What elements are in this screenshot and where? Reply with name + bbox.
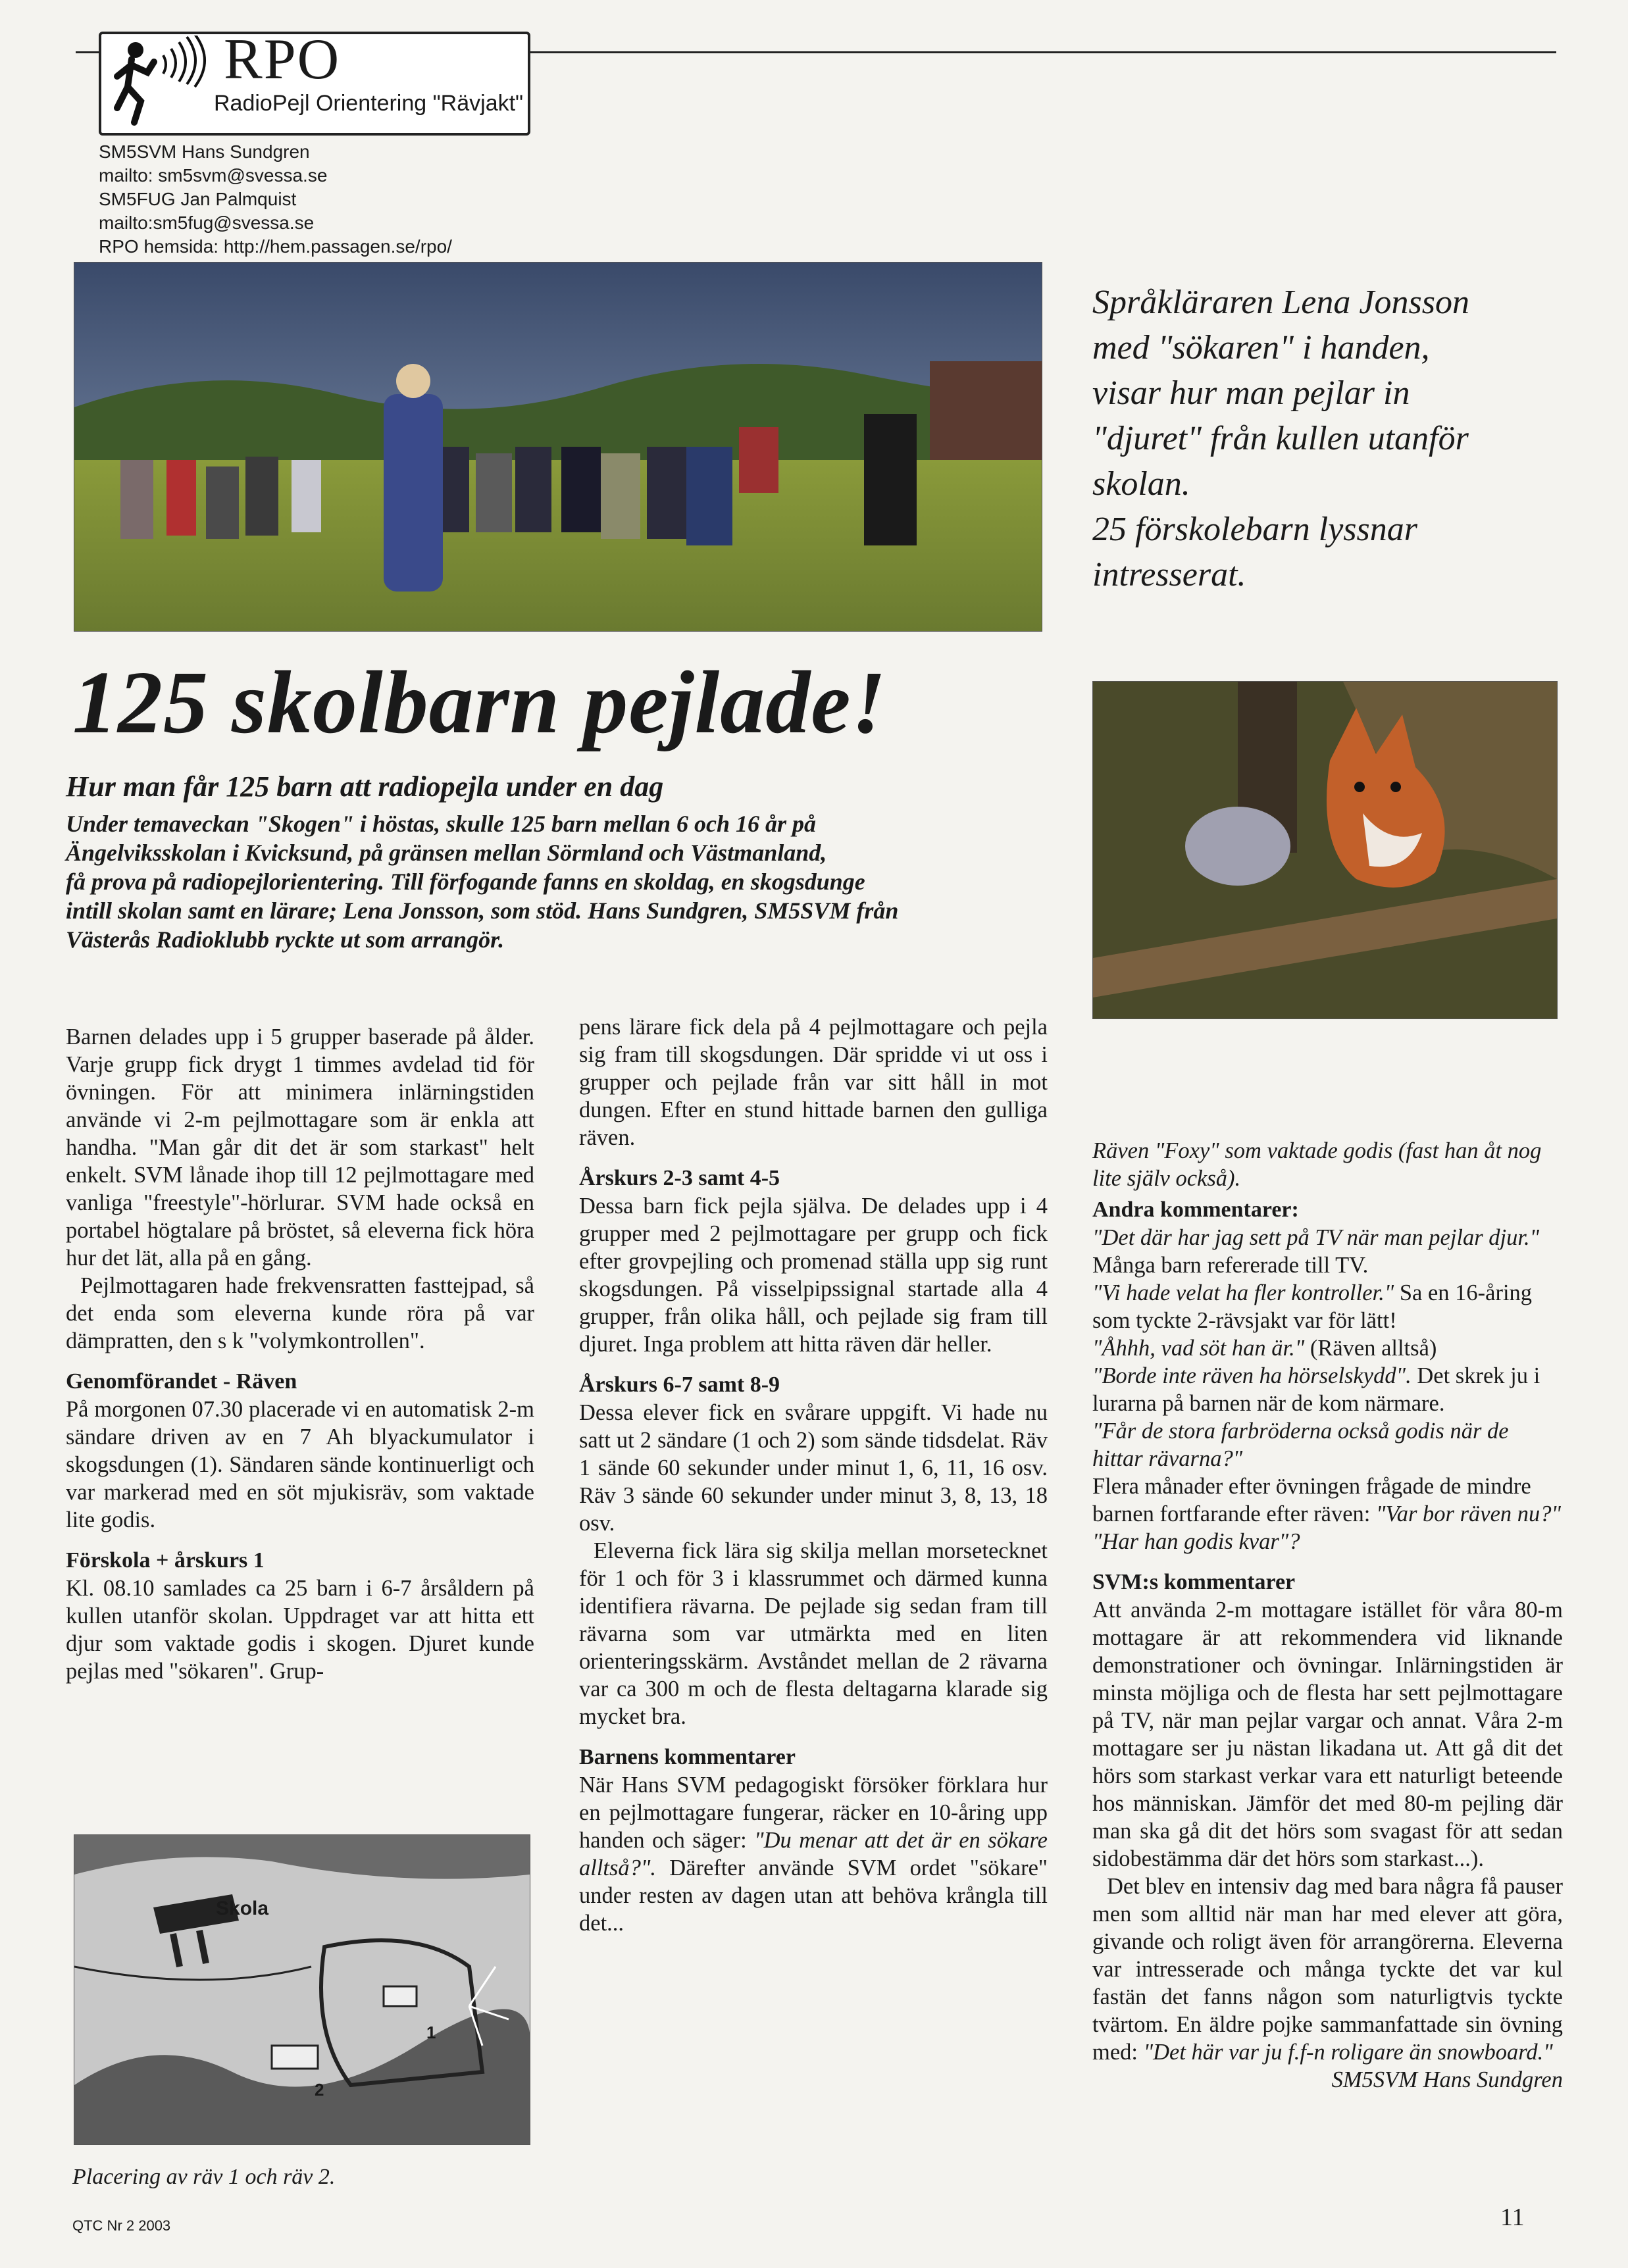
column-3: [1092, 1137, 1563, 2094]
quote: "Det här var ju f.f-n roligare än snowboard.": [1143, 2040, 1553, 2065]
text-run: Det skrek ju i lurarna på barnen när de kom närmare.: [1092, 1363, 1540, 1416]
logo-subtitle: RadioPejl Orientering "Rävjakt": [214, 91, 524, 116]
text-run: Det blev en intensiv dag med bara några få pauser men som alltid när man har med elever att göra, givande och roligt även för arrangörerna. Eleverna var intresserade och många tyckte det var kul fastän det fanns någon som naturligtvis tyckte tvärtom. En äldre pojke sammanfattade sin övning med:: [1092, 1874, 1563, 2065]
section-heading: Årskurs 6-7 samt 8-9: [579, 1373, 780, 1397]
section-heading: Andra kommentarer:: [1092, 1197, 1299, 1222]
paragraph: Barnen delades upp i 5 grupper baserade på ålder. Varje grupp fick drygt 1 timmes avdelad tid för övningen. För att minimera inlärningstiden använde vi 2-m pejlmottagare som är enkla att handha. "Man går dit det är som starkast" helt enkelt. SVM lånade ihop till 12 pejlmottagare med vanliga "freestyle"-hörlurar. SVM hade också en portabel högtalare på bröstet, så eleverna fick höra hur det lät, alla på en gång.: [66, 1024, 534, 1271]
paragraph: Att använda 2-m mottagare istället för våra 80-m mottagare är att rekommendera vid liknande demonstrationer och övningar. Inlärningstiden är minsta möjliga och de flesta har sett pejlmottagare på TV, när man pejlar vargar och annat. Våra 2-m mottagare ser ju nästan likadana ut. Att gå dit det hörs som starkast verkar vara ett naturligt beteende hos människan. Jämför det med 80-m pejling där man ska gå dit det hörs som svagast för att sedan sidobestämma där det hörs som starkast...).: [1092, 1598, 1563, 1871]
quote: "Det där har jag sett på TV när man pejlar djur.": [1092, 1225, 1540, 1250]
text-run: Flera månader efter övningen frågade de mindre barnen fortfarande efter räven:: [1092, 1474, 1531, 1526]
paragraph: pens lärare fick dela på 4 pejlmottagare och pejla sig fram till skogsdungen. Där spridde vi ut oss i grupper och pejlade från var sitt håll in mot dungen. Efter en stund hittade barnen den gulliga räven.: [579, 1015, 1048, 1150]
section-heading: Genomförandet - Räven: [66, 1369, 297, 1394]
caption-line: visar hur man pejlar in: [1092, 374, 1410, 412]
location-map: [74, 1834, 530, 2145]
section-heading: Förskola + årskurs 1: [66, 1548, 265, 1573]
signature: SM5SVM Hans Sundgren: [1331, 2067, 1563, 2092]
section-heading: Barnens kommentarer: [579, 1745, 796, 1769]
photo-caption: [1092, 280, 1566, 597]
quote: "Får de stora farbröderna också godis när de hittar rävarna?": [1092, 1419, 1509, 1471]
contact-block: [99, 140, 559, 259]
paragraph: Pejlmottagaren hade frekvensratten fasttejpad, så det enda som eleverna kunde röra på var dämpratten, den s k "volymkontrollen".: [66, 1273, 534, 1353]
map-marker-2: 2: [315, 2080, 324, 2100]
fox-photo: [1092, 681, 1558, 1019]
quote: "Du menar att det är en sökare alltså?".: [579, 1828, 1048, 1880]
page-number: 11: [1500, 2204, 1525, 2231]
text-run: Många barn refererade till TV.: [1092, 1253, 1369, 1278]
contact-line: SM5SVM Hans Sundgren: [99, 141, 310, 162]
article-subheadline: Hur man får 125 barn att radiopejla under en dag: [66, 770, 664, 803]
caption-line: skolan.: [1092, 465, 1190, 503]
map-label-school: Skola: [216, 1898, 269, 1919]
paragraph: Kl. 08.10 samlades ca 25 barn i 6-7 årsåldern på kullen utanför skolan. Uppdraget var att hitta ett djur som vaktade godis i skogen. Djuret kunde pejlas med "sökaren". Grup-: [66, 1576, 534, 1684]
quote: "Var bor räven nu?" "Har han godis kvar"?: [1092, 1501, 1561, 1554]
contact-line: SM5FUG Jan Palmquist: [99, 189, 297, 209]
fox-photo-caption: Räven "Foxy" som vaktade godis (fast han åt nog lite själv också).: [1092, 1138, 1542, 1191]
article-intro: [66, 809, 1040, 954]
paragraph: [1092, 1873, 1563, 2066]
intro-line: Ängelviksskolan i Kvicksund, på gränsen mellan Sörmland och Västmanland,: [66, 840, 827, 866]
intro-line: Västerås Radioklubb ryckte ut som arrangör.: [66, 926, 505, 953]
quote: "Borde inte räven ha hörselskydd".: [1092, 1363, 1412, 1388]
caption-line: 25 förskolebarn lyssnar: [1092, 511, 1417, 548]
text-run: (Räven alltså): [1304, 1336, 1437, 1361]
issue-label: QTC Nr 2 2003: [72, 2217, 171, 2234]
text-run: Därefter använde SVM ordet "sökare" under resten av dagen utan att behöva krångla till det...: [579, 1855, 1048, 1936]
contact-line: RPO hemsida: http://hem.passagen.se/rpo/: [99, 236, 452, 257]
quote: "Vi hade velat ha fler kontroller.": [1092, 1280, 1394, 1305]
caption-line: intresserat.: [1092, 556, 1246, 593]
intro-line: Under temaveckan "Skogen" i höstas, skulle 125 barn mellan 6 och 16 år på: [66, 811, 817, 837]
section-heading: Årskurs 2-3 samt 4-5: [579, 1166, 780, 1190]
intro-line: få prova på radiopejlorientering. Till förfogande fanns en skoldag, en skogsdunge: [66, 869, 865, 895]
section-heading: SVM:s kommentarer: [1092, 1570, 1296, 1594]
caption-line: med "sökaren" i handen,: [1092, 329, 1430, 366]
paragraph: [1092, 1224, 1563, 1555]
text-run: När Hans SVM pedagogiskt försöker förklara hur en pejlmottagare fungerar, räcker en 10-åring upp handen och säger:: [579, 1773, 1048, 1853]
paragraph: Eleverna fick lära sig skilja mellan morsetecknet för 1 och för 3 i klassrummet och därmed kunna identifiera rävarna. De pejlade sig sedan fram till rävarna som var utmärkta med en liten orienteringsskärm. Avståndet mellan de 2 rävarna var ca 300 m och de flesta deltagarna klarade sig mycket bra.: [579, 1538, 1048, 1729]
caption-line: Språkläraren Lena Jonsson: [1092, 284, 1469, 321]
column-1: [66, 1023, 534, 1685]
column-2: [579, 1013, 1048, 1937]
text-run: Sa en 16-åring som tyckte 2-rävsjakt var för lätt!: [1092, 1280, 1533, 1333]
paragraph: Dessa barn fick pejla själva. De delades upp i 4 grupper med 2 pejlmottagare per grupp och fick efter grovpejling och promenad ställa upp sig runt skogsdungen. På visselpipssignal startade alla 4 grupper, från olika håll, och pejlade sig fram till djuret. Inga problem att hitta räven där heller.: [579, 1194, 1048, 1357]
contact-line: mailto: sm5svm@svessa.se: [99, 165, 328, 186]
paragraph: [579, 1771, 1048, 1937]
paragraph: Dessa elever fick en svårare uppgift. Vi hade nu satt ut 2 sändare (1 och 2) som sände tidsdelat. Räv 1 sände 60 sekunder under minut 1, 6, 11, 16 osv. Räv 3 sände 60 sekunder under minut 3, 8, 13, 18 osv.: [579, 1400, 1048, 1536]
children-photo: [74, 262, 1042, 632]
map-marker-1: 1: [426, 2023, 436, 2042]
map-caption: Placering av räv 1 och räv 2.: [72, 2165, 336, 2189]
caption-line: "djuret" från kullen utanför: [1092, 420, 1469, 457]
logo-title: RPO: [224, 28, 341, 91]
paragraph: På morgonen 07.30 placerade vi en automatisk 2-m sändare driven av en 7 Ah blyackumulator i skogsdungen (1). Sändaren sände kontinuerligt och var markerad med en söt mjukisräv, som vaktade lite godis.: [66, 1397, 534, 1532]
article-headline: 125 skolbarn pejlade!: [72, 653, 887, 752]
quote: "Åhhh, vad söt han är.": [1092, 1336, 1305, 1361]
contact-line: mailto:sm5fug@svessa.se: [99, 213, 315, 233]
intro-line: intill skolan samt en lärare; Lena Jonsson, som stöd. Hans Sundgren, SM5SVM från: [66, 897, 899, 924]
